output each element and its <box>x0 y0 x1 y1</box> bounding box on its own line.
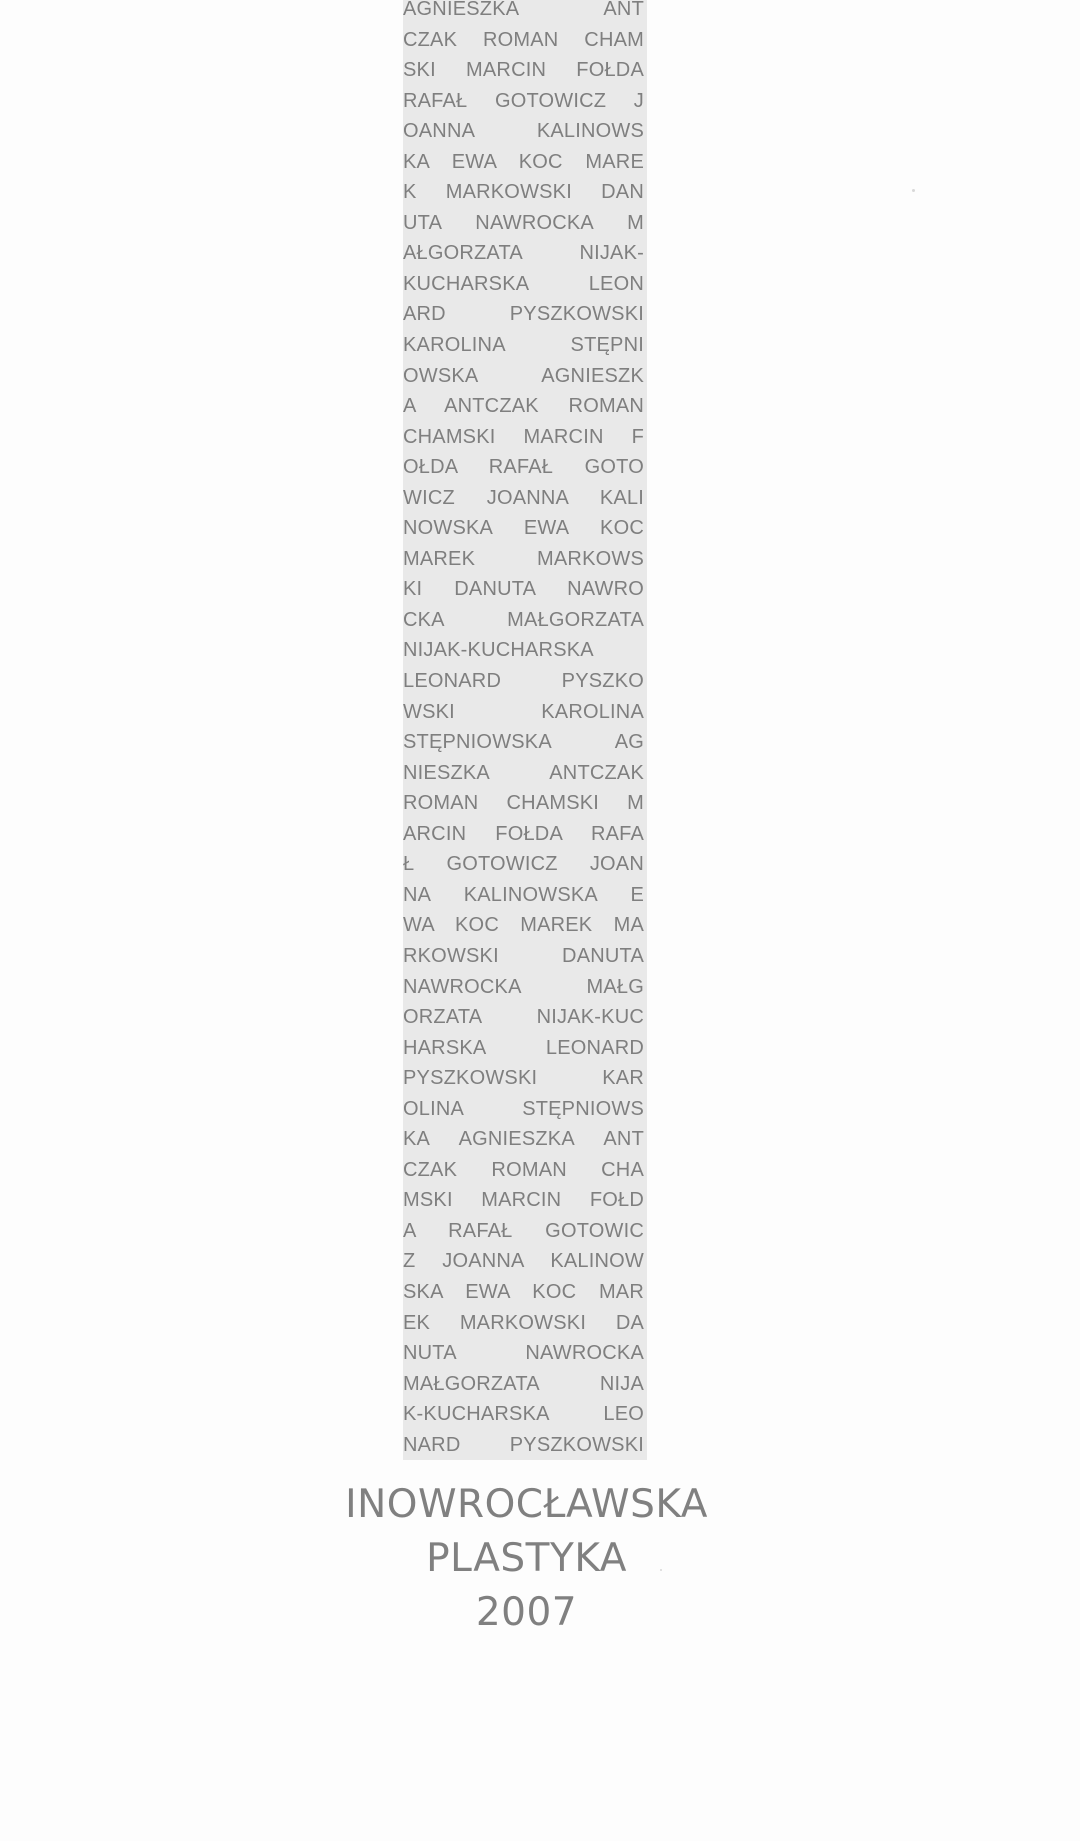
name-line: SKA EWA KOC MAR <box>403 1280 644 1303</box>
name-line: NAWROCKA MAŁG <box>403 975 644 998</box>
artist-names-column <box>403 0 647 1460</box>
name-line: KAROLINA STĘPNI <box>403 334 644 357</box>
name-line: CZAK ROMAN CHA <box>403 1158 644 1181</box>
name-line: ARD PYSZKOWSKI <box>403 303 644 326</box>
name-line: SKI MARCIN FOŁDA <box>403 59 644 82</box>
name-line: KUCHARSKA LEON <box>403 272 644 295</box>
name-line: Ł GOTOWICZ JOAN <box>403 853 644 876</box>
name-line: HARSKA LEONARD <box>403 1036 644 1059</box>
name-line: NIESZKA ANTCZAK <box>403 761 644 784</box>
name-line: WICZ JOANNA KALI <box>403 486 644 509</box>
name-line: OWSKA AGNIESZK <box>403 364 644 387</box>
name-line: OLINA STĘPNIOWS <box>403 1097 644 1120</box>
name-line: K-KUCHARSKA LEO <box>403 1403 644 1426</box>
name-line: RAFAŁ GOTOWICZ J <box>403 89 644 112</box>
name-line: A RAFAŁ GOTOWIC <box>403 1219 644 1242</box>
name-line: PYSZKOWSKI KAR <box>403 1067 644 1090</box>
name-line: KA AGNIESZKA ANT <box>403 1128 644 1151</box>
paper-speck <box>912 189 915 192</box>
title-line-1: INOWROCŁAWSKA <box>345 1482 708 1527</box>
name-line: RKOWSKI DANUTA <box>403 944 644 967</box>
name-line: MAREK MARKOWS <box>403 547 644 570</box>
name-line: Z JOANNA KALINOW <box>403 1250 644 1273</box>
name-line: A ANTCZAK ROMAN <box>403 395 644 418</box>
title-year: 2007 <box>475 1590 578 1635</box>
name-line: ROMAN CHAMSKI M <box>403 792 644 815</box>
name-line: LEONARD PYSZKO <box>403 670 644 693</box>
name-line: OANNA KALINOWS <box>403 120 644 143</box>
name-line: WSKI KAROLINA <box>403 700 644 723</box>
name-line: CZAK ROMAN CHAM <box>403 28 644 51</box>
name-line: KI DANUTA NAWRO <box>403 578 644 601</box>
name-line: K MARKOWSKI DAN <box>403 181 644 204</box>
name-line: CHAMSKI MARCIN F <box>403 425 644 448</box>
name-line: EK MARKOWSKI DA <box>403 1311 644 1334</box>
name-line: OŁDA RAFAŁ GOTO <box>403 456 644 479</box>
name-line: NIJAK-KUCHARSKA <box>403 639 594 662</box>
paper-speck <box>660 1569 662 1571</box>
name-line: WA KOC MAREK MA <box>403 914 644 937</box>
name-line: UTA NAWROCKA M <box>403 211 644 234</box>
name-line: CKA MAŁGORZATA <box>403 608 644 631</box>
name-line: MAŁGORZATA NIJA <box>403 1372 644 1395</box>
name-line: ORZATA NIJAK-KUC <box>403 1006 644 1029</box>
title-line-2: PLASTYKA <box>426 1536 627 1581</box>
name-line: NOWSKA EWA KOC <box>403 517 644 540</box>
name-line: NA KALINOWSKA E <box>403 883 644 906</box>
catalog-title <box>0 1478 1053 1640</box>
name-line: ARCIN FOŁDA RAFA <box>403 822 644 845</box>
name-line: AŁGORZATA NIJAK- <box>403 242 644 265</box>
name-line: AGNIESZKA ANT <box>403 0 644 20</box>
name-line: STĘPNIOWSKA AG <box>403 731 644 754</box>
name-line: KA EWA KOC MARE <box>403 150 644 173</box>
name-line: NUTA NAWROCKA <box>403 1342 644 1365</box>
name-line: MSKI MARCIN FOŁD <box>403 1189 644 1212</box>
name-line: NARD PYSZKOWSKI <box>403 1433 644 1456</box>
